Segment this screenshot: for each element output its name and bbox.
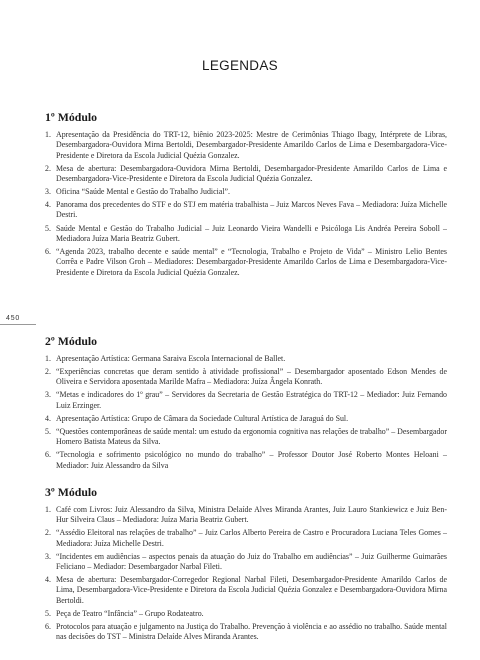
item-text: Oficina “Saúde Mental e Gestão do Trabalho Judicial”. [56, 187, 230, 197]
page-number-rule [0, 324, 36, 325]
item-text: “Questões contemporâneas de saúde mental: um estudo da ergonomia cognitiva nas relações de trabalho” – Desembargador Homero Batista Mateus da Silva. [56, 426, 447, 447]
list-item [45, 609, 447, 619]
item-text: “Metas e indicadores do 1º grau” – Servidores da Secretaria de Gestão Estratégica do TRT-12 – Mediador: Juiz Fernando Luiz Erzinger. [56, 390, 447, 410]
item-text: “Experiências concretas que deram sentido à atividade profissional” – Desembargador aposentado Edson Mendes de Oliveira e Servidora aposentada Marilde Mafra – Mediadora: Juíza Ângela Konrath. [56, 367, 447, 387]
item-number: 2. [45, 163, 51, 173]
list-item [45, 528, 447, 549]
list-item [45, 367, 447, 388]
item-number: 5. [45, 608, 51, 618]
item-number: 6. [45, 450, 51, 460]
list-item [45, 552, 447, 573]
item-number: 6. [45, 621, 51, 631]
section-modulo-2 [45, 334, 447, 474]
list-item [45, 224, 447, 245]
caption-list [45, 505, 447, 643]
section-modulo-3 [45, 485, 447, 645]
item-text: “Incidentes em audiências – aspectos penais da atuação do Juiz do Trabalho em audiências” – Juiz Guilherme Guimarães Feliciano – Mediador: Desembargador Narbal Fileti. [56, 551, 447, 572]
item-text: Protocolos para atuação e julgamento na Justiça do Trabalho. Prevenção à violência e ao assédio no trabalho. Saúde mental nas decisões do TST – Ministra Delaíde Alves Miranda Arantes. [56, 621, 447, 642]
page-number: 450 [6, 315, 21, 322]
item-number: 3. [45, 390, 51, 400]
item-text: “Tecnologia e sofrimento psicológico no mundo do trabalho” – Professor Doutor José Roberto Montes Heloani – Mediador: Juiz Alessandro da Silva [56, 450, 447, 470]
item-number: 2. [45, 528, 51, 538]
list-item [45, 622, 447, 643]
item-text: Apresentação Artística: Germana Saraiva Escola Internacional de Ballet. [56, 354, 286, 363]
section-heading: 3º Módulo [45, 485, 98, 499]
item-text: Peça de Teatro “Infância” – Grupo Rodateatro. [56, 608, 204, 618]
list-item [45, 247, 447, 278]
list-item [45, 414, 447, 424]
list-item [45, 390, 447, 411]
item-number: 1. [45, 354, 51, 363]
list-item [45, 354, 447, 364]
section-heading: 2º Módulo [45, 334, 98, 348]
item-text: Mesa de abertura: Desembargador-Corregedor Regional Narbal Fileti, Desembargador-Presidente Amarildo Carlos de Lima, Desembargadora-Vice-Presidente e Diretora da Escola Judicial Quézia Gonzalez e Desembargadora-Ouvidora Mirna Bertoldi. [56, 575, 447, 605]
item-text: Mesa de abertura: Desembargadora-Ouvidora Mirna Bertoldi, Desembargador-Presidente Amarildo Carlos de Lima e Desembargadora-Vice-Presidente e Diretora da Escola Judicial Quézia Gonzalez. [56, 163, 447, 183]
list-item [45, 164, 447, 185]
item-number: 1. [45, 505, 51, 514]
item-number: 1. [45, 130, 51, 139]
item-number: 2. [45, 367, 51, 377]
item-number: 3. [45, 551, 51, 561]
item-number: 4. [45, 575, 51, 585]
item-number: 4. [45, 200, 51, 210]
item-number: 5. [45, 426, 51, 436]
item-number: 3. [45, 187, 51, 197]
list-item [45, 187, 447, 197]
section-modulo-1 [45, 110, 447, 281]
item-text: “Assédio Eleitoral nas relações de trabalho” – Juiz Carlos Alberto Pereira de Castro e Procuradora Luciana Teles Gomes – Mediadora: Juíza Michelle Destri. [56, 528, 447, 548]
list-item [45, 427, 447, 448]
list-item [45, 450, 447, 471]
item-text: “Agenda 2023, trabalho decente e saúde mental” e “Tecnologia, Trabalho e Projeto de Vida” – Ministro Lelio Bentes Corrêa e Padre Vilson Groh – Mediadores: Desembargador-Presidente Amarildo Carlos de Lima e Desembargadora-Vice-Presidente e Diretora da Escola Judicial Quézia Gonzalez. [56, 246, 447, 277]
list-item [45, 200, 447, 221]
caption-list [45, 354, 447, 471]
item-text: Apresentação Artística: Grupo de Câmara da Sociedade Cultural Artística de Jaraguá do Sul. [56, 413, 349, 423]
list-item [45, 575, 447, 606]
caption-list [45, 130, 447, 278]
list-item [45, 505, 447, 526]
item-number: 4. [45, 413, 51, 423]
item-number: 5. [45, 223, 51, 233]
page-title: LEGENDAS [202, 58, 278, 73]
section-heading: 1º Módulo [45, 110, 98, 124]
list-item [45, 130, 447, 161]
item-text: Saúde Mental e Gestão do Trabalho Judicial – Juiz Leonardo Vieira Wandelli e Psicóloga Lis Andréa Pereira Soboll – Mediadora Juíza Maria Beatriz Gubert. [56, 223, 447, 243]
item-text: Café com Livros: Juiz Alessandro da Silva, Ministra Delaíde Alves Miranda Arantes, Juiz Lauro Stankiewicz e Juiz Ben-Hur Silveira Claus – Mediadora: Juíza Maria Beatriz Gubert. [56, 505, 447, 525]
item-text: Panorama dos precedentes do STF e do STJ em matéria trabalhista – Juiz Marcos Neves Fava – Mediadora: Juíza Michelle Destri. [56, 200, 447, 220]
item-number: 6. [45, 246, 51, 256]
item-text: Apresentação da Presidência do TRT-12, biênio 2023-2025: Mestre de Cerimônias Thiago Ibagy, Intérprete de Libras, Desembargadora-Ouvidora Mirna Bertoldi, Desembargador-Presidente Amarildo Carlos de Lima e Desembargadora-Vice-Presidente e Diretora da Escola Judicial Quézia Gonzalez. [56, 130, 447, 160]
